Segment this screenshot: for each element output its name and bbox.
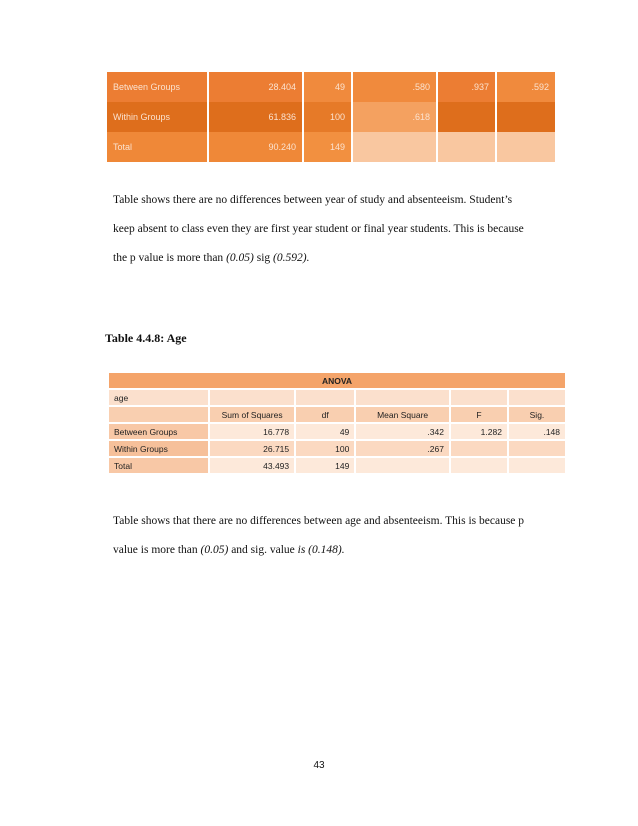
df-cell: 149 (296, 458, 354, 473)
table-row (107, 102, 555, 132)
mean-square-cell: .342 (356, 424, 449, 439)
table-row (107, 72, 555, 102)
row-label: Total (107, 132, 207, 162)
f-cell: .937 (438, 72, 495, 102)
table-title-row (109, 373, 565, 388)
mean-square-cell: .618 (353, 102, 436, 132)
mean-square-cell (356, 458, 449, 473)
sum-of-squares-cell: 28.404 (209, 72, 302, 102)
empty-cell (296, 390, 354, 405)
row-label: Between Groups (109, 424, 208, 439)
sum-of-squares-cell: 16.778 (210, 424, 294, 439)
text-line (113, 536, 563, 565)
text-run-italic: (0.05) (226, 252, 254, 264)
empty-cell (451, 390, 507, 405)
sig-cell (509, 441, 565, 456)
text-run: the p value is more than (113, 252, 227, 264)
f-cell (438, 132, 495, 162)
df-cell: 100 (304, 102, 351, 132)
variable-row (109, 390, 565, 405)
text-line: Table shows there are no differences between year of study and absenteeism. Student’s (113, 194, 513, 206)
paragraph-year-of-study (113, 186, 563, 273)
empty-cell (109, 407, 208, 422)
sig-cell (509, 458, 565, 473)
variable-label: age (109, 390, 208, 405)
table-title: ANOVA (109, 373, 565, 388)
empty-cell (210, 390, 294, 405)
text-line (113, 244, 563, 273)
column-header: F (451, 407, 507, 422)
mean-square-cell: .580 (353, 72, 436, 102)
f-cell: 1.282 (451, 424, 507, 439)
column-header: Sum of Squares (210, 407, 294, 422)
anova-table-year-of-study (105, 72, 557, 162)
sum-of-squares-cell: 90.240 (209, 132, 302, 162)
f-cell (451, 441, 507, 456)
row-label: Between Groups (107, 72, 207, 102)
empty-cell (356, 390, 449, 405)
header-row (109, 407, 565, 422)
sig-cell (497, 132, 555, 162)
row-label: Within Groups (109, 441, 208, 456)
df-cell: 100 (296, 441, 354, 456)
df-cell: 149 (304, 132, 351, 162)
column-header: Sig. (509, 407, 565, 422)
empty-cell (509, 390, 565, 405)
text-run: and sig. value (228, 544, 298, 556)
table-row (107, 132, 555, 162)
mean-square-cell (353, 132, 436, 162)
page-number: 43 (313, 760, 325, 771)
df-cell: 49 (296, 424, 354, 439)
column-header: df (296, 407, 354, 422)
text-line: keep absent to class even they are first year student or final year students. This is because (113, 223, 524, 235)
sum-of-squares-cell: 61.836 (209, 102, 302, 132)
sum-of-squares-cell: 43.493 (210, 458, 294, 473)
table-row (109, 458, 565, 473)
row-label: Total (109, 458, 208, 473)
sum-of-squares-cell: 26.715 (210, 441, 294, 456)
text-line: Table shows that there are no differences between age and absenteeism. This is because p (113, 515, 525, 527)
column-header: Mean Square (356, 407, 449, 422)
sig-cell (497, 102, 555, 132)
df-cell: 49 (304, 72, 351, 102)
sig-cell: .592 (497, 72, 555, 102)
text-run-italic: (0.05) (200, 544, 229, 556)
table-row (109, 441, 565, 456)
text-run: sig (253, 252, 274, 264)
paragraph-age (113, 507, 563, 565)
table-row (109, 424, 565, 439)
f-cell (451, 458, 507, 473)
f-cell (438, 102, 495, 132)
sig-cell: .148 (509, 424, 565, 439)
anova-table-age (107, 371, 567, 475)
text-run: value is more than (113, 544, 201, 556)
row-label: Within Groups (107, 102, 207, 132)
text-run-italic: is (0.148). (297, 544, 345, 556)
text-run-italic: (0.592). (273, 252, 310, 264)
mean-square-cell: .267 (356, 441, 449, 456)
table-heading: Table 4.4.8: Age (105, 331, 187, 345)
